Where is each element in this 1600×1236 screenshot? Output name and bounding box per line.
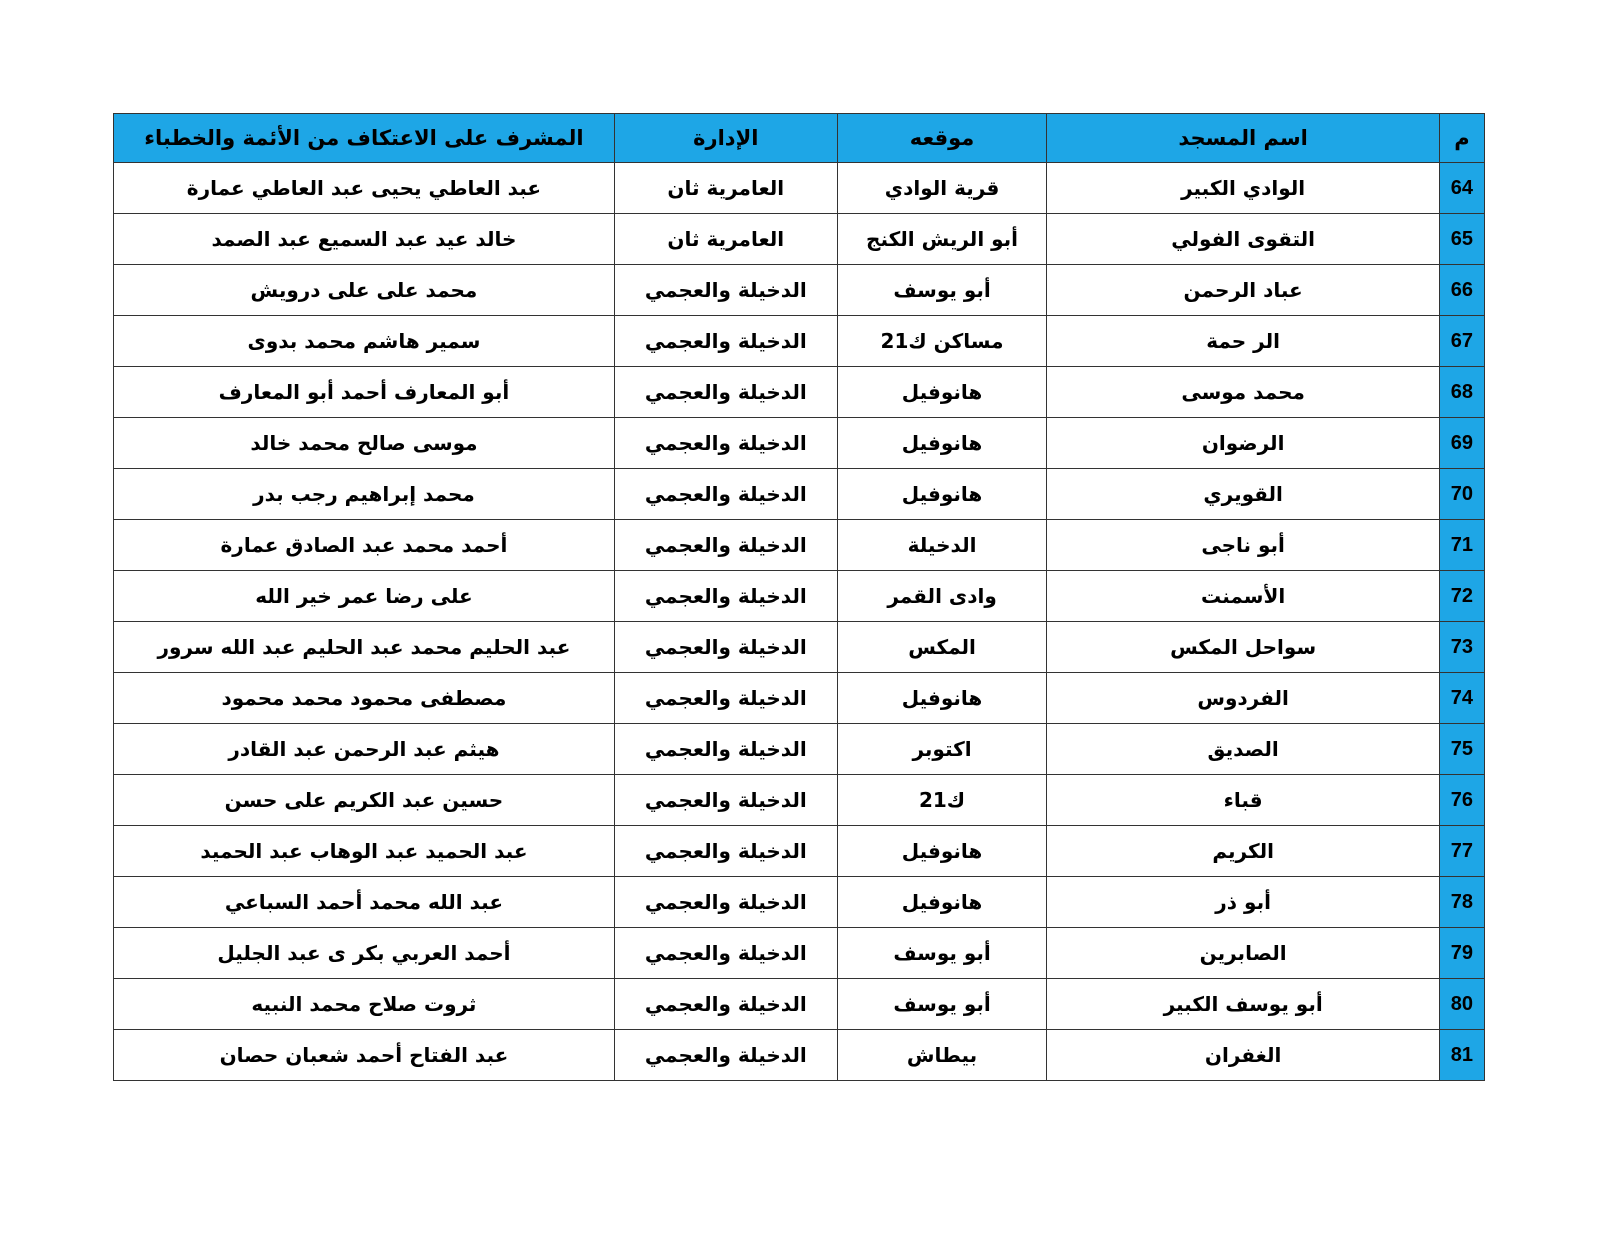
- location-cell: أبو الريش الكنج: [837, 214, 1047, 265]
- supervisor-cell: أحمد العربي بكر ى عبد الجليل: [114, 928, 615, 979]
- table-row: [114, 775, 1485, 826]
- supervisor-cell: سمير هاشم محمد بدوى: [114, 316, 615, 367]
- supervisor-cell: عبد الحميد عبد الوهاب عبد الحميد: [114, 826, 615, 877]
- row-number-cell: 67: [1439, 316, 1484, 367]
- mosque-name-cell: الوادي الكبير: [1047, 163, 1439, 214]
- mosque-name-cell: أبو ناجى: [1047, 520, 1439, 571]
- administration-cell: العامرية ثان: [614, 214, 837, 265]
- table-row: [114, 928, 1485, 979]
- administration-cell: الدخيلة والعجمي: [614, 826, 837, 877]
- row-number-cell: 77: [1439, 826, 1484, 877]
- table-row: [114, 367, 1485, 418]
- administration-cell: الدخيلة والعجمي: [614, 724, 837, 775]
- mosque-name-cell: الكريم: [1047, 826, 1439, 877]
- table-row: [114, 673, 1485, 724]
- location-cell: هانوفيل: [837, 418, 1047, 469]
- row-number-cell: 74: [1439, 673, 1484, 724]
- table-row: [114, 826, 1485, 877]
- location-cell: ك21: [837, 775, 1047, 826]
- table-row: [114, 877, 1485, 928]
- supervisor-cell: خالد عيد عبد السميع عبد الصمد: [114, 214, 615, 265]
- administration-cell: الدخيلة والعجمي: [614, 367, 837, 418]
- row-number-cell: 71: [1439, 520, 1484, 571]
- administration-cell: الدخيلة والعجمي: [614, 316, 837, 367]
- supervisor-cell: محمد إبراهيم رجب بدر: [114, 469, 615, 520]
- table-row: [114, 571, 1485, 622]
- header-administration: الإدارة: [614, 114, 837, 163]
- table-row: [114, 418, 1485, 469]
- location-cell: هانوفيل: [837, 877, 1047, 928]
- table-header-row: [114, 114, 1485, 163]
- administration-cell: الدخيلة والعجمي: [614, 979, 837, 1030]
- administration-cell: الدخيلة والعجمي: [614, 877, 837, 928]
- mosque-name-cell: أبو يوسف الكبير: [1047, 979, 1439, 1030]
- supervisor-cell: هيثم عبد الرحمن عبد القادر: [114, 724, 615, 775]
- location-cell: أبو يوسف: [837, 265, 1047, 316]
- table-row: [114, 316, 1485, 367]
- mosque-name-cell: الصابرين: [1047, 928, 1439, 979]
- location-cell: هانوفيل: [837, 469, 1047, 520]
- table-row: [114, 622, 1485, 673]
- supervisor-cell: عبد العاطي يحيى عبد العاطي عمارة: [114, 163, 615, 214]
- supervisor-cell: محمد على على درويش: [114, 265, 615, 316]
- row-number-cell: 65: [1439, 214, 1484, 265]
- row-number-cell: 76: [1439, 775, 1484, 826]
- table-row: [114, 163, 1485, 214]
- header-mosque-name: اسم المسجد: [1047, 114, 1439, 163]
- supervisor-cell: أحمد محمد عبد الصادق عمارة: [114, 520, 615, 571]
- location-cell: قرية الوادي: [837, 163, 1047, 214]
- row-number-cell: 80: [1439, 979, 1484, 1030]
- supervisor-cell: مصطفى محمود محمد محمود: [114, 673, 615, 724]
- header-supervisor: المشرف على الاعتكاف من الأئمة والخطباء: [114, 114, 615, 163]
- administration-cell: العامرية ثان: [614, 163, 837, 214]
- row-number-cell: 81: [1439, 1030, 1484, 1081]
- supervisor-cell: موسى صالح محمد خالد: [114, 418, 615, 469]
- administration-cell: الدخيلة والعجمي: [614, 775, 837, 826]
- location-cell: هانوفيل: [837, 826, 1047, 877]
- location-cell: اكتوبر: [837, 724, 1047, 775]
- administration-cell: الدخيلة والعجمي: [614, 622, 837, 673]
- administration-cell: الدخيلة والعجمي: [614, 469, 837, 520]
- table-row: [114, 469, 1485, 520]
- mosque-name-cell: الفردوس: [1047, 673, 1439, 724]
- header-number: م: [1439, 114, 1484, 163]
- supervisor-cell: عبد الحليم محمد عبد الحليم عبد الله سرور: [114, 622, 615, 673]
- row-number-cell: 73: [1439, 622, 1484, 673]
- mosque-name-cell: أبو ذر: [1047, 877, 1439, 928]
- supervisor-cell: على رضا عمر خير الله: [114, 571, 615, 622]
- mosque-name-cell: القويري: [1047, 469, 1439, 520]
- supervisor-cell: ثروت صلاح محمد النبيه: [114, 979, 615, 1030]
- location-cell: هانوفيل: [837, 673, 1047, 724]
- administration-cell: الدخيلة والعجمي: [614, 265, 837, 316]
- administration-cell: الدخيلة والعجمي: [614, 673, 837, 724]
- table-row: [114, 520, 1485, 571]
- mosque-name-cell: سواحل المكس: [1047, 622, 1439, 673]
- administration-cell: الدخيلة والعجمي: [614, 928, 837, 979]
- row-number-cell: 69: [1439, 418, 1484, 469]
- location-cell: وادى القمر: [837, 571, 1047, 622]
- row-number-cell: 66: [1439, 265, 1484, 316]
- row-number-cell: 79: [1439, 928, 1484, 979]
- supervisor-cell: أبو المعارف أحمد أبو المعارف: [114, 367, 615, 418]
- supervisor-cell: حسين عبد الكريم على حسن: [114, 775, 615, 826]
- table-row: [114, 1030, 1485, 1081]
- administration-cell: الدخيلة والعجمي: [614, 418, 837, 469]
- mosque-supervisors-table: [113, 113, 1485, 1081]
- mosque-name-cell: عباد الرحمن: [1047, 265, 1439, 316]
- row-number-cell: 78: [1439, 877, 1484, 928]
- location-cell: بيطاش: [837, 1030, 1047, 1081]
- table-row: [114, 214, 1485, 265]
- mosque-name-cell: التقوى الفولي: [1047, 214, 1439, 265]
- row-number-cell: 72: [1439, 571, 1484, 622]
- administration-cell: الدخيلة والعجمي: [614, 571, 837, 622]
- supervisor-cell: عبد الفتاح أحمد شعبان حصان: [114, 1030, 615, 1081]
- row-number-cell: 75: [1439, 724, 1484, 775]
- row-number-cell: 68: [1439, 367, 1484, 418]
- location-cell: المكس: [837, 622, 1047, 673]
- location-cell: أبو يوسف: [837, 928, 1047, 979]
- administration-cell: الدخيلة والعجمي: [614, 1030, 837, 1081]
- location-cell: أبو يوسف: [837, 979, 1047, 1030]
- header-location: موقعه: [837, 114, 1047, 163]
- mosque-name-cell: قباء: [1047, 775, 1439, 826]
- table-body: [114, 163, 1485, 1081]
- row-number-cell: 64: [1439, 163, 1484, 214]
- administration-cell: الدخيلة والعجمي: [614, 520, 837, 571]
- location-cell: الدخيلة: [837, 520, 1047, 571]
- table-row: [114, 724, 1485, 775]
- mosque-name-cell: الأسمنت: [1047, 571, 1439, 622]
- mosque-name-cell: الغفران: [1047, 1030, 1439, 1081]
- mosque-name-cell: الر حمة: [1047, 316, 1439, 367]
- mosque-name-cell: محمد موسى: [1047, 367, 1439, 418]
- table-row: [114, 265, 1485, 316]
- location-cell: هانوفيل: [837, 367, 1047, 418]
- location-cell: مساكن ك21: [837, 316, 1047, 367]
- row-number-cell: 70: [1439, 469, 1484, 520]
- mosque-name-cell: الرضوان: [1047, 418, 1439, 469]
- mosque-name-cell: الصديق: [1047, 724, 1439, 775]
- supervisor-cell: عبد الله محمد أحمد السباعي: [114, 877, 615, 928]
- table-row: [114, 979, 1485, 1030]
